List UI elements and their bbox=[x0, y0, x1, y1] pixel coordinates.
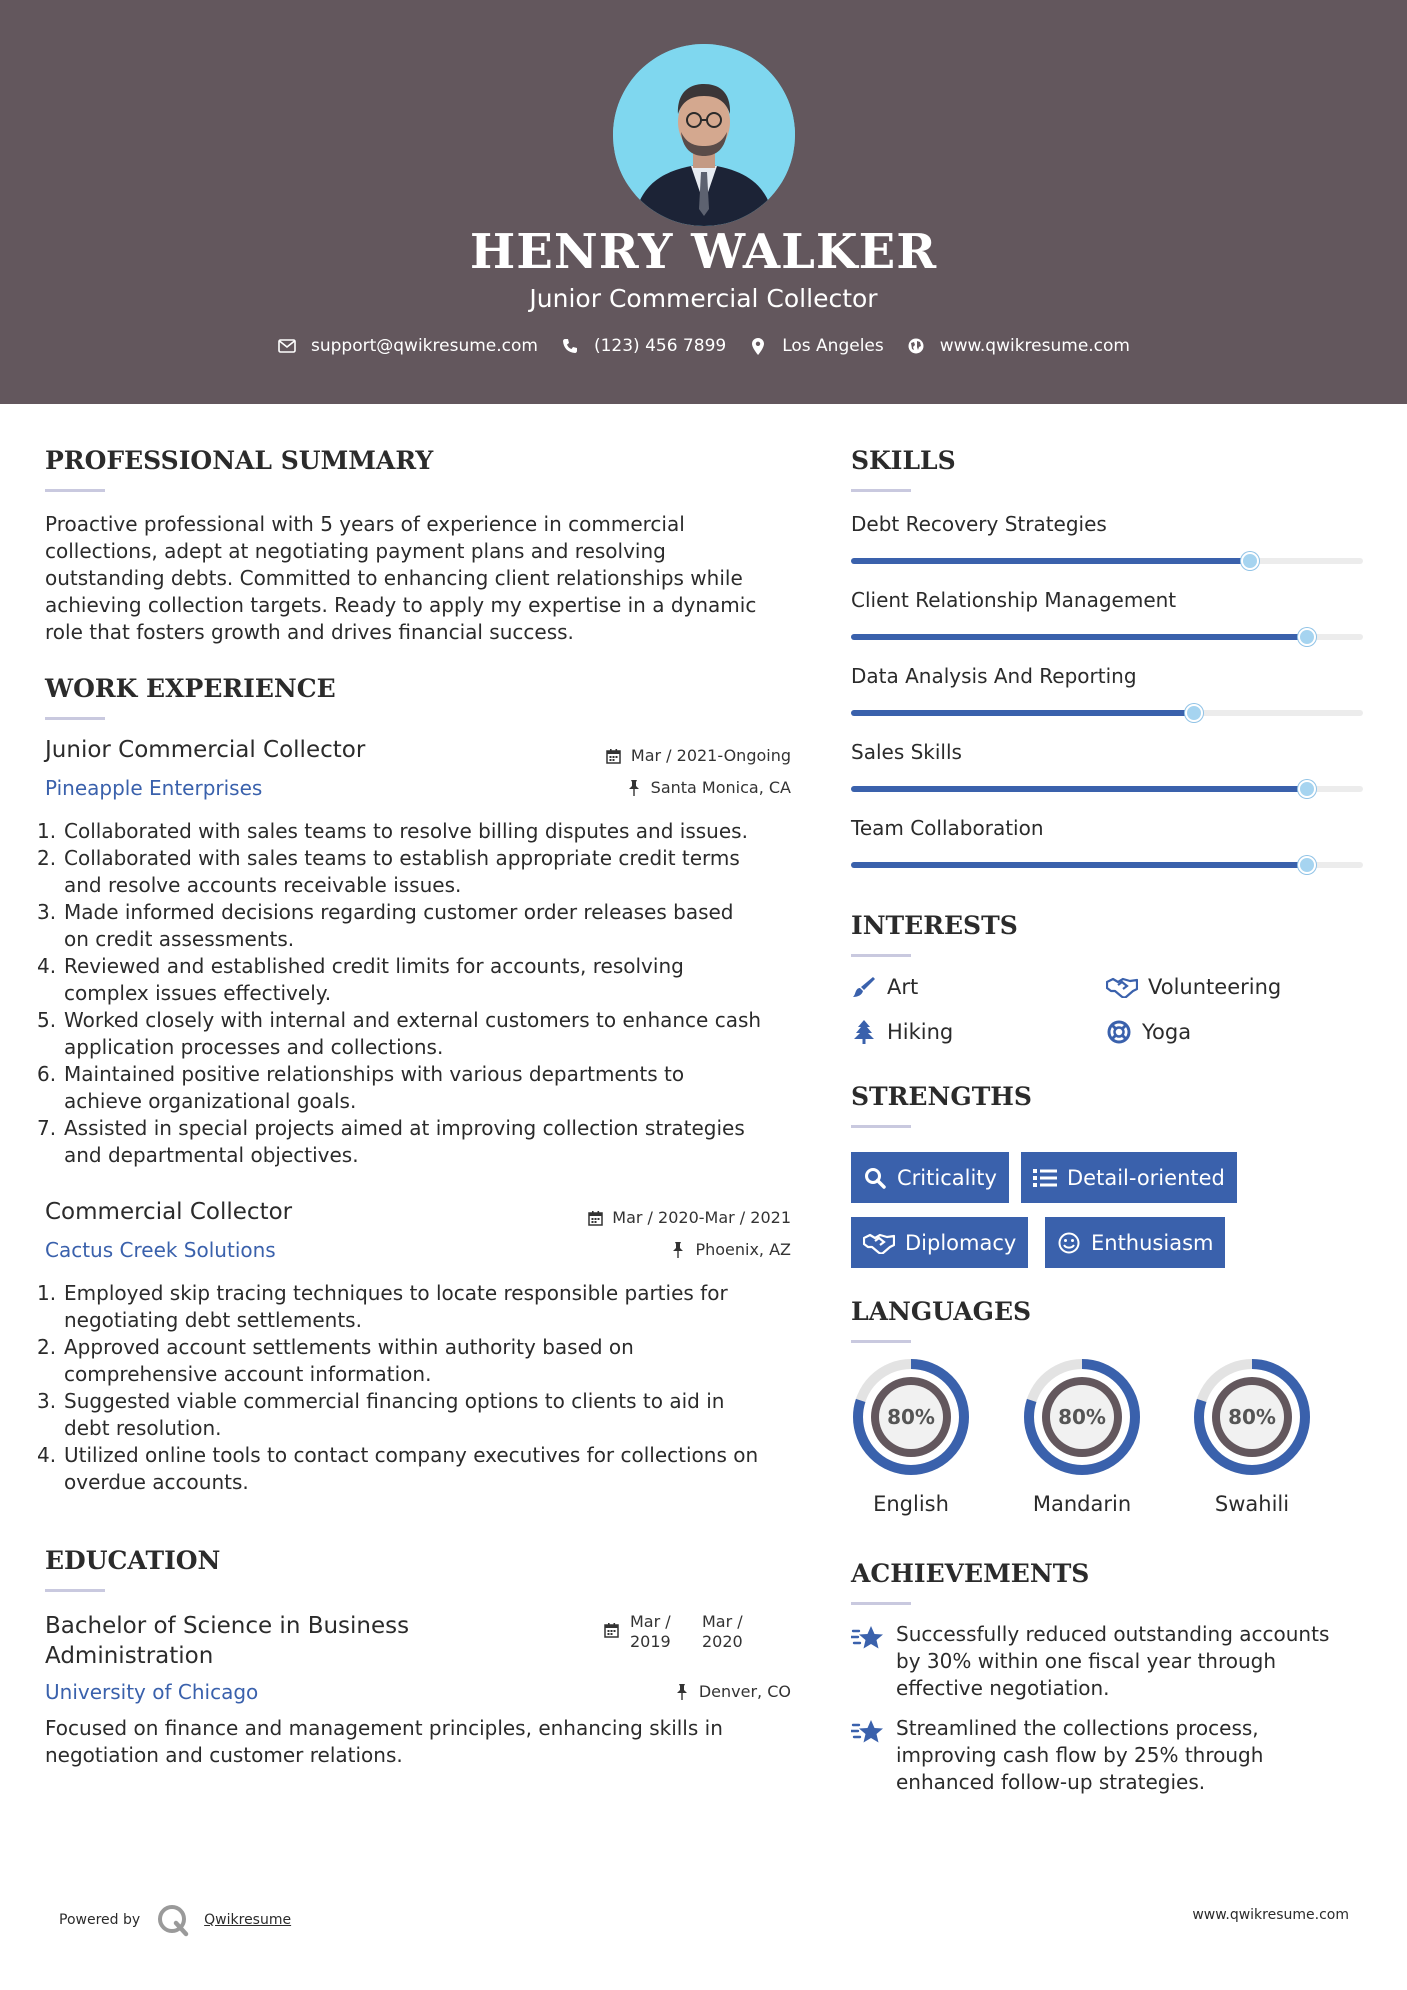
powered-by-text: Powered by bbox=[59, 1912, 141, 1928]
calendar-icon bbox=[586, 1209, 604, 1227]
calendar-icon bbox=[604, 1622, 622, 1640]
interest-hiking bbox=[851, 1019, 953, 1045]
list-icon bbox=[1033, 1166, 1057, 1190]
achievements-heading: ACHIEVEMENTS bbox=[851, 1559, 1090, 1588]
list-item: 7. Assisted in special projects aimed at improving collection strategies and departmental objectives. bbox=[37, 1116, 745, 1167]
list-item: 1. Collaborated with sales teams to resolve billing disputes and issues. bbox=[37, 819, 748, 843]
list-item: 3. Suggested viable commercial financing options to clients to aid in debt resolution. bbox=[37, 1389, 725, 1440]
summary-rule bbox=[45, 489, 105, 492]
job-dates bbox=[605, 746, 791, 765]
interest-label: Art bbox=[887, 975, 919, 999]
profile-photo bbox=[613, 44, 795, 226]
skill-bar-fill bbox=[851, 558, 1250, 564]
skill-bar-knob bbox=[1241, 552, 1259, 570]
achievement-item bbox=[851, 1715, 1263, 1796]
interests-rule bbox=[851, 954, 911, 957]
summary-line: Proactive professional with 5 years of experience in commercial bbox=[45, 512, 685, 536]
language-gauge bbox=[826, 1355, 996, 1479]
paintbrush-icon bbox=[851, 974, 877, 1000]
skill-bar-fill bbox=[851, 710, 1194, 716]
job-bullets bbox=[37, 1280, 807, 1496]
skill-bar-knob bbox=[1298, 856, 1316, 874]
strength-label: Diplomacy bbox=[905, 1230, 1017, 1255]
skill-bar bbox=[851, 558, 1363, 564]
contact-bar bbox=[0, 336, 1407, 356]
qwikresume-link[interactable]: Qwikresume bbox=[204, 1912, 292, 1928]
job-location bbox=[625, 778, 791, 797]
degree-line: Bachelor of Science in Business bbox=[45, 1613, 410, 1639]
skill-bar-knob bbox=[1298, 628, 1316, 646]
job-dates-text: Mar / 2021-Ongoing bbox=[630, 746, 791, 765]
achievements-rule bbox=[851, 1602, 911, 1605]
skill-bar-fill bbox=[851, 634, 1307, 640]
strength-tag-diplomacy bbox=[851, 1217, 1028, 1268]
achievement-text: Streamlined the collections process, improving cash flow by 25% through enhanced follow-up strategies. bbox=[896, 1716, 1264, 1794]
list-item: 4. Reviewed and established credit limits for accounts, resolving complex issues effectively. bbox=[37, 954, 684, 1005]
job-location-text: Phoenix, AZ bbox=[695, 1240, 791, 1259]
education-date-end: Mar / 2020 bbox=[702, 1612, 743, 1651]
summary-heading: PROFESSIONAL SUMMARY bbox=[45, 446, 434, 475]
school-name[interactable]: University of Chicago bbox=[45, 1680, 259, 1704]
language-donut bbox=[1190, 1355, 1314, 1479]
strength-tag-enthusiasm bbox=[1045, 1217, 1225, 1268]
strengths-heading: STRENGTHS bbox=[851, 1082, 1032, 1111]
language-donut bbox=[1020, 1355, 1144, 1479]
education-date-start: Mar / 2019 bbox=[630, 1612, 671, 1651]
degree-title bbox=[45, 1611, 409, 1671]
pushpin-icon bbox=[669, 1241, 687, 1259]
strength-tag-criticality bbox=[851, 1152, 1009, 1203]
interests-heading: INTERESTS bbox=[851, 911, 1018, 940]
list-item: 3. Made informed decisions regarding customer order releases based on credit assessments. bbox=[37, 900, 734, 951]
interest-volunteering bbox=[1106, 974, 1281, 1000]
job-location-text: Santa Monica, CA bbox=[650, 778, 791, 797]
job-dates bbox=[586, 1208, 791, 1227]
language-name: English bbox=[873, 1492, 949, 1516]
pushpin-icon bbox=[673, 1683, 691, 1701]
job-dates-text: Mar / 2020-Mar / 2021 bbox=[612, 1208, 791, 1227]
list-item: 1. Employed skip tracing techniques to locate responsible parties for negotiating debt settlements. bbox=[37, 1281, 728, 1332]
globe-icon bbox=[906, 336, 926, 356]
skill-bar-knob bbox=[1298, 780, 1316, 798]
job-company[interactable]: Cactus Creek Solutions bbox=[45, 1238, 276, 1262]
candidate-title: Junior Commercial Collector bbox=[529, 284, 878, 313]
language-percent: 80% bbox=[1058, 1405, 1106, 1429]
handshake-icon bbox=[863, 1231, 895, 1255]
star-award-icon bbox=[851, 1717, 885, 1747]
job-company[interactable]: Pineapple Enterprises bbox=[45, 776, 263, 800]
lifebuoy-icon bbox=[1106, 1019, 1132, 1045]
list-item: 2. Approved account settlements within authority based on comprehensive account information. bbox=[37, 1335, 634, 1386]
skill-name: Data Analysis And Reporting bbox=[851, 664, 1137, 688]
footer-powered-by bbox=[59, 1903, 291, 1937]
skill-bar bbox=[851, 710, 1363, 716]
skill-name: Debt Recovery Strategies bbox=[851, 512, 1107, 536]
language-name: Mandarin bbox=[1032, 1492, 1132, 1516]
skill-name: Team Collaboration bbox=[851, 816, 1044, 840]
skill-bar-knob bbox=[1185, 704, 1203, 722]
contact-location bbox=[748, 336, 884, 356]
skill-name: Client Relationship Management bbox=[851, 588, 1177, 612]
contact-website[interactable] bbox=[906, 336, 1130, 356]
experience-heading: WORK EXPERIENCE bbox=[45, 674, 336, 703]
language-gauge bbox=[1167, 1355, 1337, 1479]
education-heading: EDUCATION bbox=[45, 1546, 221, 1575]
skill-bar bbox=[851, 634, 1363, 640]
search-icon bbox=[863, 1166, 887, 1190]
contact-location-text: Los Angeles bbox=[782, 336, 884, 356]
contact-website-text: www.qwikresume.com bbox=[939, 336, 1130, 356]
skill-bar bbox=[851, 786, 1363, 792]
interest-art bbox=[851, 974, 918, 1000]
contact-email[interactable] bbox=[277, 336, 538, 356]
envelope-icon bbox=[277, 336, 297, 356]
list-item: 5. Worked closely with internal and external customers to enhance cash application processes and collections. bbox=[37, 1008, 762, 1059]
language-donut bbox=[849, 1355, 973, 1479]
strength-label: Criticality bbox=[897, 1165, 997, 1190]
skill-bar bbox=[851, 862, 1363, 868]
education-dates bbox=[604, 1612, 743, 1652]
list-item: 2. Collaborated with sales teams to establish appropriate credit terms and resolve accounts receivable issues. bbox=[37, 846, 740, 897]
education-location-text: Denver, CO bbox=[698, 1682, 791, 1701]
summary-text bbox=[45, 511, 805, 646]
language-name: Swahili bbox=[1214, 1492, 1290, 1516]
interest-label: Volunteering bbox=[1148, 975, 1282, 999]
smile-icon bbox=[1057, 1231, 1081, 1255]
tree-icon bbox=[851, 1019, 877, 1045]
degree-line: Administration bbox=[45, 1643, 214, 1669]
language-percent: 80% bbox=[887, 1405, 935, 1429]
strength-label: Enthusiasm bbox=[1091, 1230, 1214, 1255]
education-rule bbox=[45, 1589, 105, 1592]
job-bullets bbox=[37, 818, 807, 1169]
contact-phone-text: (123) 456 7899 bbox=[593, 336, 727, 356]
calendar-icon bbox=[605, 747, 623, 765]
job-location bbox=[669, 1240, 791, 1259]
skill-name: Sales Skills bbox=[851, 740, 962, 764]
languages-rule bbox=[851, 1340, 911, 1343]
list-item: 6. Maintained positive relationships with various departments to achieve organizational goals. bbox=[37, 1062, 685, 1113]
education-location bbox=[673, 1682, 791, 1701]
contact-phone[interactable] bbox=[560, 336, 726, 356]
interest-yoga bbox=[1106, 1019, 1191, 1045]
skill-bar-fill bbox=[851, 862, 1307, 868]
contact-email-text: support@qwikresume.com bbox=[311, 336, 538, 356]
summary-line: collections, adept at negotiating payment plans and resolving bbox=[45, 539, 666, 563]
achievement-text: Successfully reduced outstanding accounts by 30% within one fiscal year through effective negotiation. bbox=[896, 1622, 1330, 1700]
strength-label: Detail-oriented bbox=[1067, 1165, 1225, 1190]
list-item: 4. Utilized online tools to contact company executives for collections on overdue accounts. bbox=[37, 1443, 759, 1494]
handshake-icon bbox=[1106, 974, 1138, 1000]
summary-line: outstanding debts. Committed to enhancing client relationships while bbox=[45, 566, 743, 590]
phone-icon bbox=[560, 336, 580, 356]
language-percent: 80% bbox=[1228, 1405, 1276, 1429]
resume-header bbox=[0, 0, 1407, 404]
education-description: Focused on finance and management principles, enhancing skills in negotiation and customer relations. bbox=[45, 1716, 723, 1767]
strengths-rule bbox=[851, 1125, 911, 1128]
candidate-name: HENRY WALKER bbox=[469, 224, 938, 280]
summary-line: role that fosters growth and drives financial success. bbox=[45, 620, 574, 644]
achievement-item bbox=[851, 1621, 1329, 1702]
location-pin-icon bbox=[748, 336, 768, 356]
experience-rule bbox=[45, 717, 105, 720]
summary-line: achieving collection targets. Ready to apply my expertise in a dynamic bbox=[45, 593, 757, 617]
strength-tag-detail-oriented bbox=[1021, 1152, 1237, 1203]
job-title: Commercial Collector bbox=[45, 1199, 293, 1225]
footer-url[interactable]: www.qwikresume.com bbox=[1192, 1907, 1349, 1923]
job-title: Junior Commercial Collector bbox=[45, 737, 366, 763]
language-gauge bbox=[997, 1355, 1167, 1479]
interest-label: Hiking bbox=[887, 1020, 954, 1044]
skill-bar-fill bbox=[851, 786, 1307, 792]
star-award-icon bbox=[851, 1623, 885, 1653]
skills-rule bbox=[851, 489, 911, 492]
pushpin-icon bbox=[625, 779, 643, 797]
languages-heading: LANGUAGES bbox=[851, 1297, 1032, 1326]
qwikresume-logo-icon bbox=[156, 1903, 190, 1937]
interest-label: Yoga bbox=[1142, 1020, 1192, 1044]
skills-heading: SKILLS bbox=[851, 446, 956, 475]
